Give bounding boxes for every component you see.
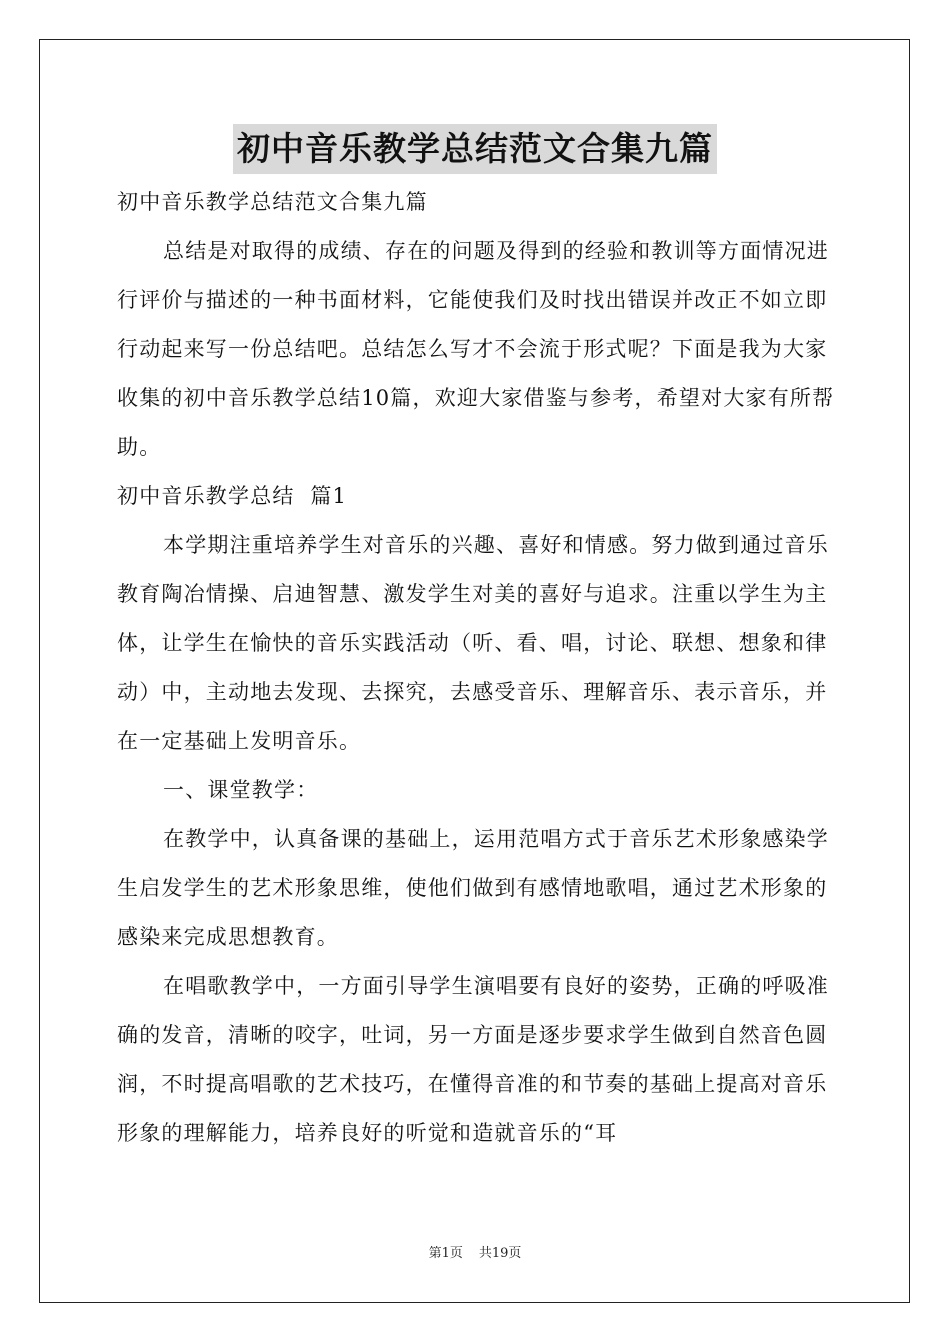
document-body [117, 178, 835, 1158]
body-paragraph-3: 在唱歌教学中，一方面引导学生演唱要有良好的姿势，正确的呼吸准确的发音，清晰的咬字，吐词，另一方面是逐步要求学生做到自然音色圆润，不时提高唱歌的艺术技巧，在懂得音准的和节奏的基础上提高对音乐形象的理解能力，培养良好的听觉和造就音乐的“耳 [117, 974, 829, 1145]
section-heading: 初中音乐教学总结 篇1 [117, 484, 348, 508]
document-subtitle: 初中音乐教学总结范文合集九篇 [117, 190, 428, 214]
page-footer [0, 1244, 950, 1264]
body-paragraph-2: 在教学中，认真备课的基础上，运用范唱方式于音乐艺术形象感染学生启发学生的艺术形象思维，使他们做到有感情地歌唱，通过艺术形象的感染来完成思想教育。 [117, 827, 829, 949]
body-paragraph-1: 本学期注重培养学生对音乐的兴趣、喜好和情感。努力做到通过音乐教育陶冶情操、启迪智慧、激发学生对美的喜好与追求。注重以学生为主体，让学生在愉快的音乐实践活动（听、看、唱，讨论、联想、想象和律动）中，主动地去发现、去探究，去感受音乐、理解音乐、表示音乐，并在一定基础上发明音乐。 [117, 533, 829, 753]
page-number-current: 第1页 [428, 1246, 463, 1261]
intro-paragraph: 总结是对取得的成绩、存在的问题及得到的经验和教训等方面情况进行评价与描述的一种书面材料，它能使我们及时找出错误并改正不如立即行动起来写一份总结吧。总结怎么写才不会流于形式呢？下面是我为大家收集的初中音乐教学总结10篇，欢迎大家借鉴与参考，希望对大家有所帮助。 [117, 239, 835, 459]
page-number-total: 共19页 [478, 1246, 522, 1261]
sub-heading: 一、课堂教学： [163, 778, 319, 802]
document-title: 初中音乐教学总结范文合集九篇 [233, 124, 717, 174]
title-container [0, 124, 950, 174]
